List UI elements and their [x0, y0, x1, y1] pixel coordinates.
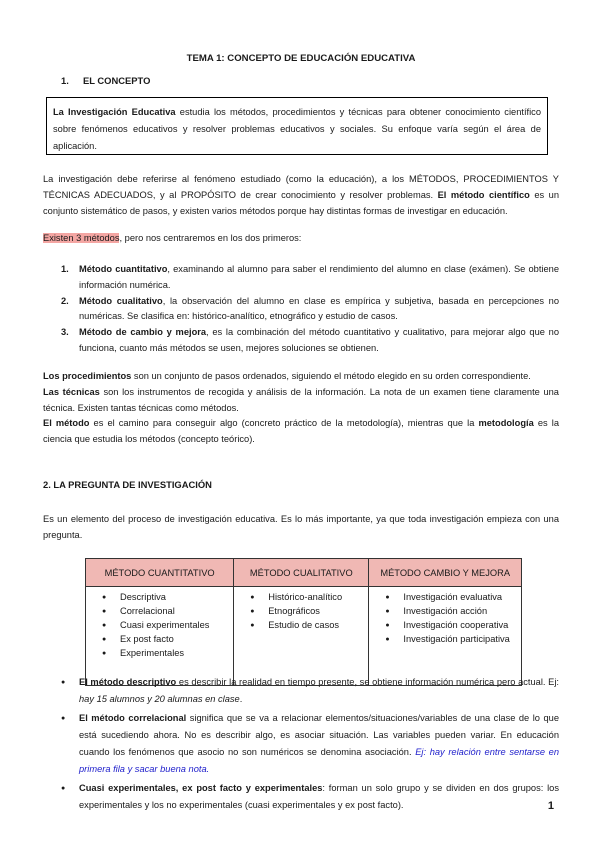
def-lead: Los procedimientos — [43, 371, 132, 381]
method-desc: , es la combinación del método cuantitativo y cualitativo, para mejorar algo que no funciona, cuanto más métodos se usen, mejores soluciones se obtienen. — [79, 327, 559, 353]
method-desc: , la observación del alumno en clase es empírica y subjetiva, basada en percepciones no numéricas. Se clasifica en: histórico-analítico, etnográfico y estudio de casos. — [79, 295, 559, 322]
cell-list — [234, 591, 368, 633]
list-item: ● Experimentales — [86, 647, 233, 661]
method-number: 3. — [61, 327, 69, 338]
section-1-title: EL CONCEPTO — [83, 75, 151, 86]
methods-list — [43, 262, 559, 357]
list-item: ● Investigación participativa — [369, 633, 521, 647]
method-name: Método cuantitativo — [79, 264, 168, 274]
paragraph-intro — [43, 172, 559, 219]
list-item: ● Investigación acción — [369, 605, 521, 619]
def-text: son un conjunto de pasos ordenados, siguiendo el método elegido en su orden correspondiente. — [131, 371, 531, 381]
cell-list — [369, 591, 521, 647]
bullet-end: . — [239, 694, 243, 704]
box-text: estudia los métodos, procedimientos y técnicas para obtener conocimiento científico sobre fenómenos educativos y resolver problemas educativos y sociales. Su enfoque varía según el área de aplicación. — [53, 107, 541, 151]
para2-rest: , pero nos centraremos en los dos primeros: — [119, 233, 302, 243]
list-item: ● Correlacional — [86, 605, 233, 619]
list-item: ● Descriptiva — [86, 591, 233, 605]
list-item: ● Investigación evaluativa — [369, 591, 521, 605]
bullet-text: es describir la realidad en tiempo presente, se obtiene información numérica pero actual. Ej: — [176, 677, 559, 687]
para1-c: es un conjunto sistemático de pasos, y existen varios métodos porque hay distintas formas de investigar en educación. — [43, 189, 559, 216]
bullet-example: Ej: hay relación entre sentarse en primera fila y sacar buena nota. — [79, 747, 559, 774]
section-2-heading: 2. LA PREGUNTA DE INVESTIGACIÓN — [43, 479, 212, 490]
para1-a: La investigación debe referirse al fenómeno estudiado (como la educación), a los MÉTODOS, PROCEDIMIENTOS Y TÉCNICAS ADECUADOS, y al PROPÓSITO de crear conocimiento y resolver problemas. — [43, 174, 559, 200]
bullet-lead: El método descriptivo — [79, 677, 177, 687]
list-item: ● Estudio de casos — [234, 619, 368, 633]
method-name: Método cualitativo — [79, 295, 163, 306]
method-desc: , examinando al alumno para saber el rendimiento del alumno en clase (exámen). Se obtiene información numérica. — [79, 264, 559, 290]
method-number: 1. — [61, 264, 69, 274]
def-tecnicas — [43, 385, 559, 417]
bullet-text: : forman un solo grupo y se dividen en dos grupos: los experimentales y los no experimentales (cuasi experimentales y ex post facto). — [79, 783, 560, 810]
bullet-lead: Cuasi experimentales, ex post facto y experimentales — [79, 783, 323, 793]
page-number: 1 — [547, 800, 554, 812]
method-name: Método de cambio y mejora — [79, 327, 207, 338]
list-item: ● Cuasi experimentales — [86, 619, 233, 633]
cell-list — [86, 591, 233, 661]
bullets-block — [43, 674, 559, 814]
definition-box — [46, 97, 548, 155]
def-text: son los instrumentos de recogida y análisis de la información. La nota de un examen tiene claramente una técnica. Existen tantas técnicas como métodos. — [43, 386, 559, 413]
list-item: ● Histórico-analítico — [234, 591, 368, 605]
table-row — [86, 587, 522, 686]
table-header-row — [86, 559, 522, 587]
methods-table — [85, 558, 522, 686]
list-item: ● Ex post facto — [86, 633, 233, 647]
bullet-experimentales — [43, 780, 559, 814]
def-text: es el camino para conseguir algo (concreto práctico de la metodología), mientras que la — [89, 418, 479, 429]
list-item: ● Investigación cooperativa — [369, 619, 521, 633]
method-item — [43, 294, 559, 326]
method-item — [43, 325, 559, 357]
bullet-example: hay 15 alumnos y 20 alumnas en clase — [79, 694, 240, 704]
table-header: MÉTODO CAMBIO Y MEJORA — [369, 559, 522, 587]
method-number: 2. — [61, 295, 69, 306]
def-metodo — [43, 416, 559, 448]
def-lead: Las técnicas — [43, 386, 100, 397]
table-cell — [369, 587, 522, 686]
section-1-heading — [61, 75, 150, 86]
table-header: MÉTODO CUANTITATIVO — [86, 559, 234, 587]
definitions-block — [43, 369, 559, 448]
def-procedimientos — [43, 369, 559, 385]
list-item: ● Etnográficos — [234, 605, 368, 619]
bullet-correlacional — [43, 710, 559, 778]
bullet-descriptivo — [43, 674, 559, 708]
table-cell — [234, 587, 369, 686]
para1-bold: El método científico — [437, 189, 530, 200]
table-cell — [86, 587, 234, 686]
bullet-text: significa que se va a relacionar elementos/situaciones/variables de una clase de lo que está sucediendo ahora. No es describir algo, es asociar situación. Las variables pueden variar. En educación cuando los fenómenos que asocio no son numéricos se denomina asociación. — [79, 713, 559, 757]
highlighted-text: Existen 3 métodos — [43, 233, 120, 243]
box-lead: La Investigación Educativa — [53, 107, 176, 117]
method-item — [43, 262, 559, 294]
document-title: TEMA 1: CONCEPTO DE EDUCACIÓN EDUCATIVA — [186, 53, 416, 64]
paragraph-methods-intro — [43, 231, 559, 247]
bullet-lead: El método correlacional — [79, 713, 187, 723]
def-text: es la ciencia que estudia los métodos (concepto teórico). — [43, 418, 559, 445]
section-1-number: 1. — [61, 75, 69, 86]
def-bold: metodología — [478, 418, 534, 429]
def-lead: El método — [43, 418, 90, 429]
paragraph-question: Es un elemento del proceso de investigación educativa. Es lo más importante, ya que toda investigación empieza con una pregunta. — [43, 514, 559, 540]
table-header: MÉTODO CUALITATIVO — [234, 559, 369, 587]
